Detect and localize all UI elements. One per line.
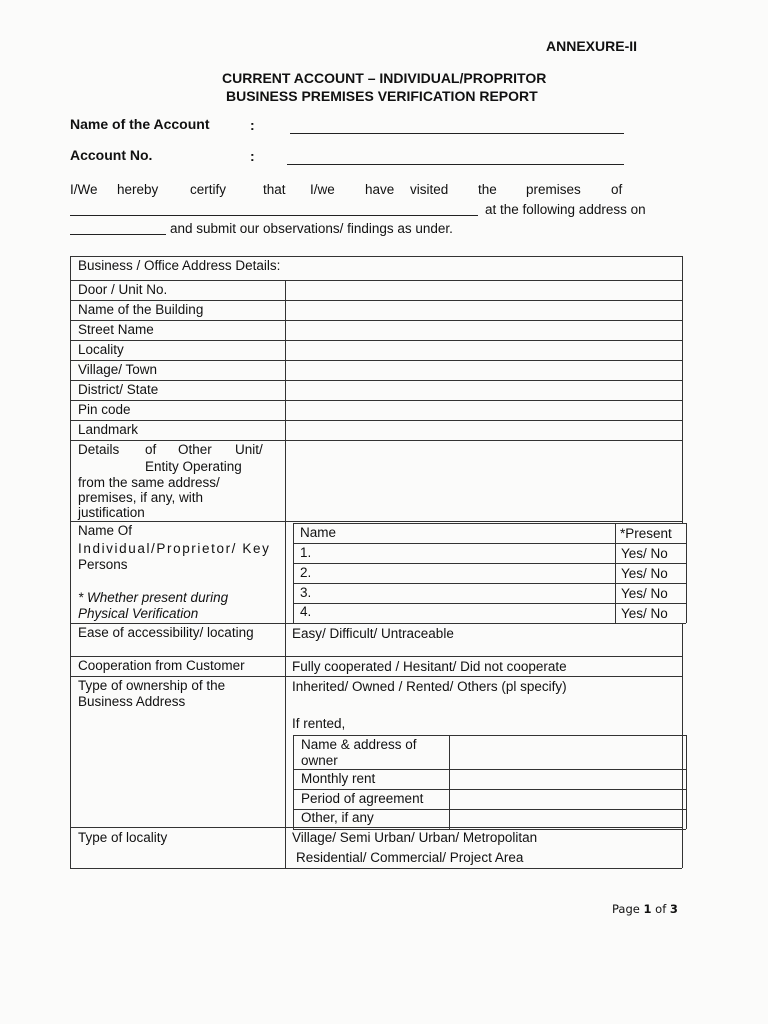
person-num: 4.: [300, 604, 312, 619]
intro-word: I/We: [70, 182, 98, 197]
person-num: 3.: [300, 585, 312, 600]
account-colon: :: [250, 148, 255, 164]
details-line-2: Entity Operating: [145, 459, 242, 474]
name-colon: :: [250, 117, 255, 133]
rent-owner-label-2: owner: [301, 753, 338, 768]
field-village[interactable]: [286, 361, 681, 379]
row-label-door: Door / Unit No.: [78, 282, 168, 297]
annexure-label: ANNEXURE-II: [546, 38, 638, 54]
rent-monthly-label: Monthly rent: [301, 771, 376, 786]
sub-header-name: Name: [300, 525, 337, 540]
intro-word: have: [365, 182, 395, 197]
intro-word: I/we: [310, 182, 335, 197]
field-landmark[interactable]: [286, 421, 681, 439]
ease-label: Ease of accessibility/ locating: [78, 625, 254, 640]
rent-owner-field[interactable]: [450, 736, 685, 768]
title-line-2: BUSINESS PREMISES VERIFICATION REPORT: [226, 88, 538, 104]
key-persons-line-1: Name Of: [78, 523, 133, 538]
locality-type-options-2[interactable]: Residential/ Commercial/ Project Area: [296, 850, 524, 865]
key-persons-note-2: Physical Verification: [78, 606, 199, 621]
details-line-5: justification: [78, 505, 145, 520]
sub-header-present: *Present: [620, 526, 672, 541]
details-line-3: from the same address/: [78, 475, 220, 490]
person-num: 1.: [300, 545, 312, 560]
intro-word: hereby: [117, 182, 159, 197]
locality-type-label: Type of locality: [78, 830, 168, 845]
details-word: Unit/: [235, 442, 263, 457]
locality-type-options-1[interactable]: Village/ Semi Urban/ Urban/ Metropolitan: [292, 830, 538, 845]
if-rented-label: If rented,: [292, 716, 346, 731]
person-num: 2.: [300, 565, 312, 580]
ownership-label-1: Type of ownership of the: [78, 678, 226, 693]
coop-options[interactable]: Fully cooperated / Hesitant/ Did not cooperate: [292, 659, 567, 674]
details-word: Details: [78, 442, 120, 457]
rent-monthly-field[interactable]: [450, 770, 685, 788]
intro-line-3: and submit our observations/ findings as under.: [170, 221, 453, 236]
field-district[interactable]: [286, 381, 681, 399]
field-door[interactable]: [286, 281, 681, 299]
coop-label: Cooperation from Customer: [78, 658, 245, 673]
present-yes-no[interactable]: Yes/ No: [621, 546, 668, 561]
field-street[interactable]: [286, 321, 681, 339]
key-persons-line-3: Persons: [78, 557, 128, 572]
field-pincode[interactable]: [286, 401, 681, 419]
account-no-field[interactable]: [287, 164, 624, 165]
rent-period-label: Period of agreement: [301, 791, 424, 806]
intro-line-2: at the following address on: [485, 202, 646, 217]
intro-word: the: [478, 182, 497, 197]
intro-word: visited: [410, 182, 449, 197]
field-other-units[interactable]: [286, 441, 681, 520]
table-header: Business / Office Address Details:: [78, 258, 281, 273]
rent-other-field[interactable]: [450, 810, 685, 828]
row-label-village: Village/ Town: [78, 362, 158, 377]
key-persons-line-2: Individual/Proprietor/ Key: [78, 541, 271, 556]
rent-owner-label-1: Name & address of: [301, 737, 417, 752]
premises-of-field[interactable]: [70, 215, 478, 216]
present-yes-no[interactable]: Yes/ No: [621, 566, 668, 581]
ownership-options[interactable]: Inherited/ Owned / Rented/ Others (pl specify): [292, 679, 567, 694]
intro-word: certify: [190, 182, 227, 197]
row-label-pincode: Pin code: [78, 402, 131, 417]
row-label-building: Name of the Building: [78, 302, 204, 317]
row-label-locality: Locality: [78, 342, 124, 357]
row-label-street: Street Name: [78, 322, 154, 337]
intro-word: that: [263, 182, 286, 197]
visit-date-field[interactable]: [70, 234, 166, 235]
field-locality[interactable]: [286, 341, 681, 359]
row-label-district: District/ State: [78, 382, 159, 397]
present-yes-no[interactable]: Yes/ No: [621, 606, 668, 621]
details-word: Other: [178, 442, 212, 457]
name-of-account-field[interactable]: [290, 133, 624, 134]
details-line-4: premises, if any, with: [78, 490, 204, 505]
ease-options[interactable]: Easy/ Difficult/ Untraceable: [292, 626, 454, 641]
details-word: of: [145, 442, 157, 457]
present-yes-no[interactable]: Yes/ No: [621, 586, 668, 601]
rent-other-label: Other, if any: [301, 810, 374, 825]
page-number: Page 1 of 3: [612, 902, 678, 916]
rent-period-field[interactable]: [450, 790, 685, 808]
intro-word: premises: [526, 182, 581, 197]
row-label-landmark: Landmark: [78, 422, 139, 437]
title-line-1: CURRENT ACCOUNT – INDIVIDUAL/PROPRITOR: [222, 70, 547, 86]
key-persons-note-1: * Whether present during: [78, 590, 229, 605]
field-building[interactable]: [286, 301, 681, 319]
name-of-account-label: Name of the Account: [70, 116, 210, 132]
account-no-label: Account No.: [70, 147, 153, 163]
intro-word: of: [611, 182, 623, 197]
ownership-label-2: Business Address: [78, 694, 186, 709]
